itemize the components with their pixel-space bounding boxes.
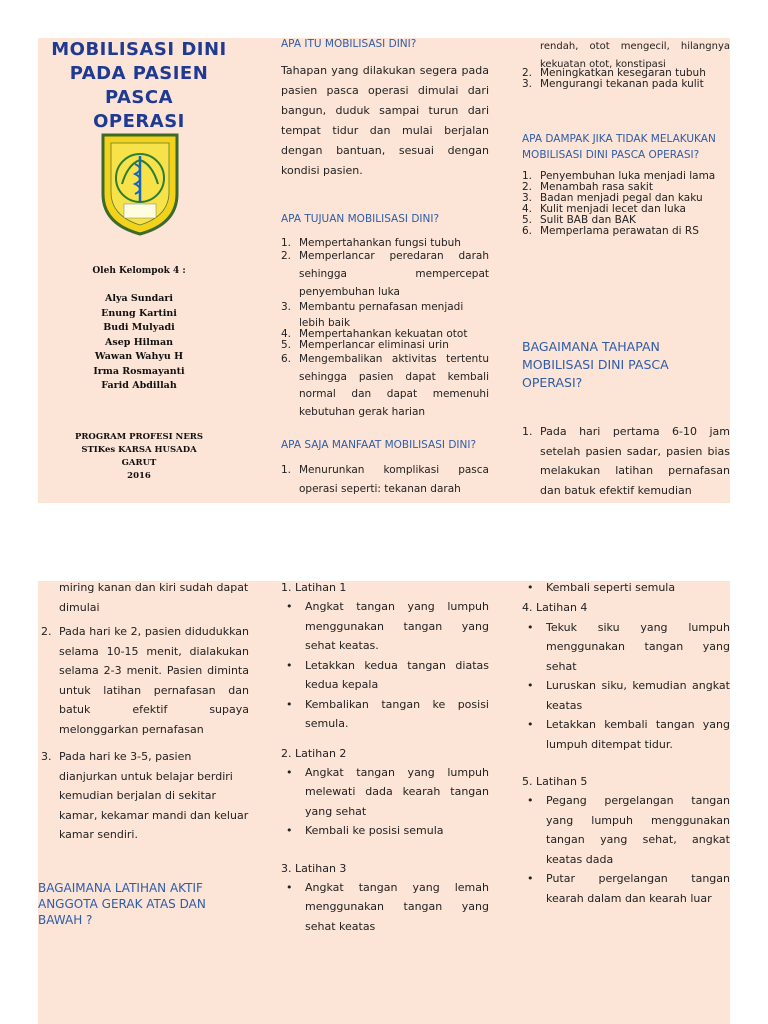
list-item: • Angkat tangan yang lumpuh menggunakan tangan yang sehat keatas. xyxy=(286,600,489,652)
program-line: 2016 xyxy=(127,471,151,481)
list-item: 3. Mengurangi tekanan pada kulit xyxy=(522,78,704,90)
list-item: • Angkat tangan yang lemah menggunakan tangan yang sehat keatas xyxy=(286,880,489,933)
latihan-3-steps-continued xyxy=(522,578,730,598)
list-item: • Angkat tangan yang lumpuh melewati dada kearah tangan yang sehat xyxy=(286,765,489,818)
list-item: • Kembalikan tangan ke posisi semula. xyxy=(286,697,489,730)
list-item: 5. Memperlancar eliminasi urin xyxy=(281,339,449,351)
list-item: 4. Mempertahankan kekuatan otot xyxy=(281,328,468,340)
latihan-2-steps xyxy=(281,763,489,841)
group-label: Oleh Kelompok 4 : xyxy=(92,266,186,276)
latihan-1-label: 1. Latihan 1 xyxy=(281,581,347,594)
member-name: Irma Rosmayanti xyxy=(93,365,185,377)
section-heading: APA ITU MOBILISASI DINI? xyxy=(281,38,417,50)
list-item: • Letakkan kembali tangan yang lumpuh ditempat tidur. xyxy=(527,718,730,751)
member-name: Alya Sundari xyxy=(104,293,174,304)
member-name: Enung Kartini xyxy=(101,307,177,319)
manfaat-list-continued xyxy=(522,68,730,90)
list-item: 3. Membantu pernafasan menjadi lebih baik xyxy=(281,301,464,329)
section-heading: APA TUJUAN MOBILISASI DINI? xyxy=(281,213,440,225)
column-2 xyxy=(281,38,489,50)
list-item: 2. Pada hari ke 2, pasien didudukkan selama 10-15 menit, dialakukan selama 2-3 menit. Pasien diminta untuk latihan pernafasan dan batuk efektif supaya melonggarkan pernafasan xyxy=(41,625,249,736)
latihan-1-steps xyxy=(281,597,489,734)
list-item: 2. Memperlancar peredaran darah sehingga mempercepat penyembuhan luka xyxy=(281,250,489,298)
list-item: 1. Penyembuhan luka menjadi lama xyxy=(522,170,716,182)
section-heading: APA DAMPAK JIKA TIDAK MELAKUKAN MOBILISASI DINI PASCA OPERASI? xyxy=(522,133,716,161)
list-item: 3. Badan menjadi pegal dan kaku xyxy=(522,192,703,204)
tujuan-list xyxy=(281,238,489,421)
latihan-column-2 xyxy=(522,578,730,908)
member-name: Budi Mulyadi xyxy=(103,322,175,333)
list-item: 3. Pada hari ke 3-5, pasien dianjurkan untuk belajar berdiri kemudian berjalan di sekitar kamar, kekamar mandi dan keluar kamar sendiri. xyxy=(41,750,249,841)
tahapan-list xyxy=(522,422,730,500)
latihan-3-label: 3. Latihan 3 xyxy=(281,861,347,875)
manfaat-continued: rendah, otot mengecil, hilangnya kekuatan otot, konstipasi xyxy=(540,41,730,70)
list-item: 1. Mempertahankan fungsi tubuh xyxy=(281,237,461,249)
member-name: Asep Hilman xyxy=(104,336,174,348)
latihan-2-label: 2. Latihan 2 xyxy=(281,746,347,760)
program-line: STIKes KARSA HUSADA xyxy=(81,445,197,455)
dampak-list xyxy=(522,171,730,237)
member-name: Farid Abdillah xyxy=(101,380,177,391)
list-item: 5. Sulit BAB dan BAK xyxy=(522,214,636,226)
list-item: • Tekuk siku yang lumpuh menggunakan tangan yang sehat xyxy=(527,620,730,673)
member-list xyxy=(38,292,240,394)
manfaat-list xyxy=(281,461,489,499)
list-item: • Letakkan kedua tangan diatas kedua kepala xyxy=(286,658,489,691)
list-item: 2. Meningkatkan kesegaran tubuh xyxy=(522,67,706,79)
cover-title-line: OPERASI xyxy=(93,111,185,132)
program-info xyxy=(38,431,240,483)
program-line: PROGRAM PROFESI NERS xyxy=(74,432,204,442)
list-item: • Kembali seperti semula xyxy=(527,581,676,594)
list-item: • Luruskan siku, kemudian angkat keatas xyxy=(527,679,730,712)
member-name: Wawan Wahyu H xyxy=(94,351,184,362)
cover-title xyxy=(38,38,240,134)
list-item: 2. Menambah rasa sakit xyxy=(522,181,653,193)
list-item: • Putar pergelangan tangan kearah dalam dan kearah luar xyxy=(527,872,730,905)
latihan-5-label: 5. Latihan 5 xyxy=(522,775,588,788)
section-heading: BAGAIMANA LATIHAN AKTIF ANGGOTA GERAK ATAS DAN BAWAH ? xyxy=(38,881,206,927)
latihan-column-1 xyxy=(281,578,489,936)
tahapan-continued: miring kanan dan kiri sudah dapat dimulai xyxy=(59,581,249,614)
tahapan-list-continued xyxy=(41,622,249,845)
college-logo xyxy=(100,132,180,237)
section-heading: BAGAIMANA TAHAPAN MOBILISASI DINI PASCA OPERASI? xyxy=(522,339,669,390)
latihan-5-steps xyxy=(522,791,730,908)
latihan-4-label: 4. Latihan 4 xyxy=(522,600,588,614)
latihan-4-steps xyxy=(522,618,730,755)
list-item: • Kembali ke posisi semula xyxy=(286,824,444,837)
list-item: 6. Mengembalikan aktivitas tertentu sehingga pasien dapat kembali normal dan dapat memenuhi kebutuhan gerak harian xyxy=(281,353,489,418)
list-item: 6. Memperlama perawatan di RS xyxy=(522,225,699,237)
cover-title-line: PADA PASIEN PASCA xyxy=(69,63,209,108)
cover-title-line: MOBILISASI DINI xyxy=(51,39,227,60)
list-item: 4. Kulit menjadi lecet dan luka xyxy=(522,203,686,215)
latihan-3-steps xyxy=(281,878,489,937)
section-heading: APA SAJA MANFAAT MOBILISASI DINI? xyxy=(281,439,477,451)
program-line: GARUT xyxy=(121,458,157,468)
list-item: • Pegang pergelangan tangan yang lumpuh menggunakan tangan yang sehat, angkat keatas dada xyxy=(527,794,730,866)
list-item: 1. Pada hari pertama 6-10 jam setelah pasien sadar, pasien bias melakukan latihan pernafasan dan batuk efektif kemudian xyxy=(522,425,730,497)
list-item: 1. Menurunkan komplikasi pasca operasi seperti: tekanan darah xyxy=(281,464,489,495)
definition-paragraph: Tahapan yang dilakukan segera pada pasien pasca operasi dimulai dari bangun, duduk sampai turun dari tempat tidur dan mulai berjalan dengan bantuan, sesuai dengan kondisi pasien. xyxy=(281,64,489,177)
